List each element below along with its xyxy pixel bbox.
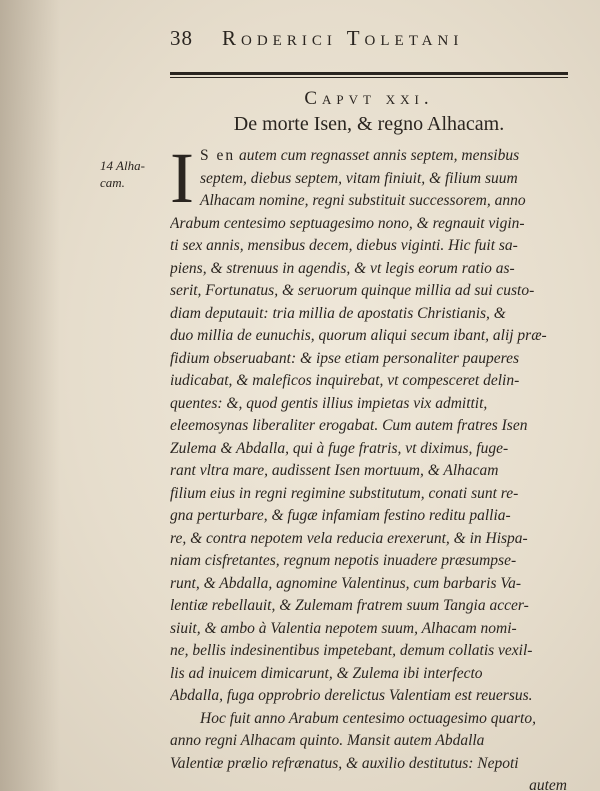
text-line: iudicabat, & maleficos inquirebat, vt compesceret delin-: [170, 372, 520, 389]
text-line: Zulema & Abdalla, qui à fuge fratris, vt diximus, fuge-: [170, 439, 509, 457]
text-line: gna perturbare, & fugæ infamiam festino reditu pallia-: [170, 507, 511, 524]
text-line: re, & contra nepotem vela reducia erexerunt, & in Hispa-: [170, 529, 528, 547]
text-line: quentes: &, quod gentis illius impietas vix admittit,: [170, 394, 488, 412]
text-line: septem, diebus septem, vitam finiuit, & filium suum: [200, 169, 518, 187]
text-line: rant vltra mare, audissent Isen mortuum, & Alhacam: [170, 462, 499, 479]
text-line: fidium obseruabant: & ipse etiam personaliter pauperes: [170, 349, 520, 367]
text-line: piens, & strenuus in agendis, & vt legis eorum ratio as-: [170, 259, 515, 277]
text-line: Alhacam nomine, regni substituit successorem, anno: [200, 192, 526, 209]
text-line: S en autem cum regnasset annis septem, mensibus: [200, 147, 520, 164]
text-line: serit, Fortunatus, & seruorum quinque millia ad sui custo-: [170, 282, 535, 299]
margin-note: [100, 157, 160, 191]
text-line: duo millia de eunuchis, quorum aliqui secum ibant, alij præ-: [170, 327, 547, 344]
text-line: Hoc fuit anno Arabum centesimo octuagesimo quarto,: [200, 709, 536, 727]
text-line: lis ad inuicem dimicarunt, & Zulema ibi interfecto: [170, 664, 483, 682]
margin-note-line: cam.: [100, 175, 125, 190]
text-line: Valentiæ prælio refrænatus, & auxilio destitutus: Nepoti: [170, 754, 519, 772]
text-line: filium eius in regni regimine substitutum, conati sunt re-: [170, 484, 519, 502]
header-rule: [170, 72, 568, 75]
chapter-subtitle: De morte Isen, & regno Alhacam.: [233, 113, 505, 135]
page-number: 38: [170, 26, 193, 50]
text-line: diam deputauit: tria millia de apostatis Christianis, &: [170, 304, 506, 322]
text-line: lentiæ rebellauit, & Zulemam fratrem suum Tangia accer-: [170, 597, 529, 614]
first-word: S en: [200, 147, 236, 164]
text-line: Arabum centesimo septuagesimo nono, & regnauit vigin-: [170, 214, 525, 232]
text-line: siuit, & ambo à Valentia nepotem suum, Alhacam nomi-: [170, 619, 517, 637]
text-line: anno regni Alhacam quinto. Mansit autem Abdalla: [170, 732, 485, 749]
chapter-heading: Capvt xxi.: [304, 88, 434, 109]
text-line: ne, bellis indesinentibus impetebant, demum collatis vexil-: [170, 642, 533, 659]
text-line: Abdalla, fuga opprobrio derelictus Valentiam est reuersus.: [170, 687, 533, 704]
body-text: [170, 145, 575, 791]
running-title: Roderici Toletani: [222, 26, 464, 50]
margin-note-line: 14 Alha-: [100, 158, 145, 173]
running-head: [170, 26, 570, 56]
text-line: runt, & Abdalla, agnomine Valentinus, cum barbaris Va-: [170, 574, 522, 592]
text-line: niam cisfretantes, regnum nepotis inuadere præsumpse-: [170, 552, 517, 569]
text-line: ti sex annis, mensibus decem, diebus viginti. Hic fuit sa-: [170, 237, 518, 254]
text-line: eleemosynas liberaliter erogabat. Cum autem fratres Isen: [170, 417, 528, 434]
catchword: autem: [529, 777, 567, 791]
drop-cap: I: [170, 138, 194, 218]
